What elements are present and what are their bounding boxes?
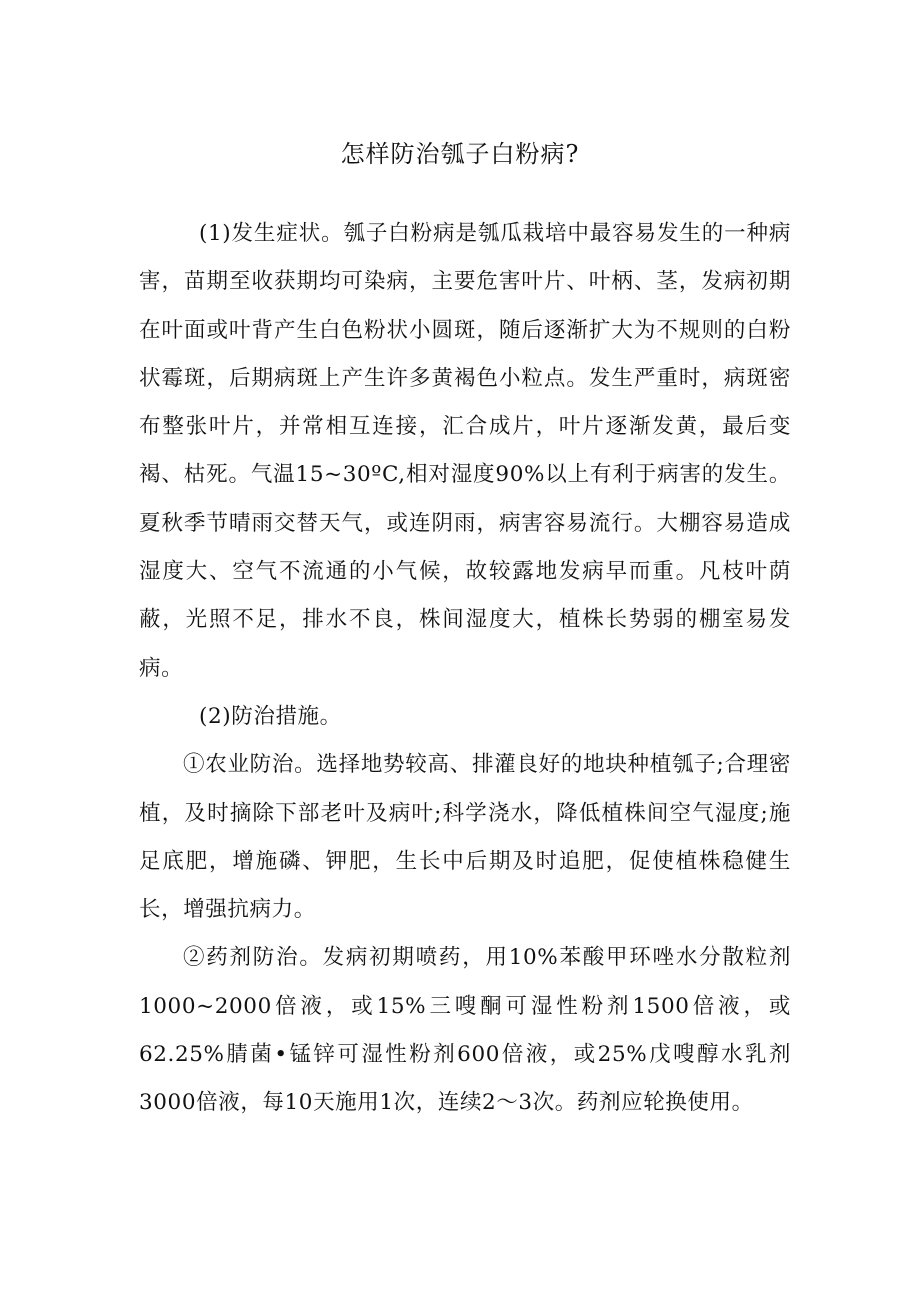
paragraph-control-heading: (2)防治措施。 — [199, 703, 342, 729]
paragraph-agricultural-control: ①农业防治。选择地势较高、排灌良好的地块种植瓠子;合理密植，及时摘除下部老叶及病叶;科学浇水，降低植株间空气湿度;施足底肥，增施磷、钾肥，生长中后期及时追肥，促使植株稳健生长，增强抗病力。 — [139, 752, 791, 923]
page-title: 怎样防治瓠子白粉病? — [340, 140, 580, 169]
paragraph-chemical-control: ②药剂防治。发病初期喷药，用10%苯酸甲环唑水分散粒剂1000~2000倍液，或15%三嗖酮可湿性粉剂1500倍液，或62.25%腈菌•锰锌可湿性粉剂600倍液，或25%戊嗖醇水乳剂3000倍液，每10天施用1次，连续2〜3次。药剂应轮换使用。 — [139, 945, 791, 1116]
document-body — [139, 210, 791, 1128]
paragraph-symptoms: (1)发生症状。瓠子白粉病是瓠瓜栽培中最容易发生的一种病害，苗期至收获期均可染病，主要危害叶片、叶柄、茎，发病初期在叶面或叶背产生白色粉状小圆斑，随后逐渐扩大为不规则的白粉状霉斑，后期病斑上产生许多黄褐色小粒点。发生严重时，病斑密布整张叶片，并常相互连接，汇合成片，叶片逐渐发黄，最后变褐、枯死。气温15~30ºC,相对湿度90%以上有利于病害的发生。夏秋季节晴雨交替天气，或连阴雨，病害容易流行。大棚容易造成湿度大、空气不流通的小气候，故较露地发病早而重。凡枝叶荫蔽，光照不足，排水不良，株间湿度大，植株长势弱的棚室易发病。 — [139, 221, 791, 681]
